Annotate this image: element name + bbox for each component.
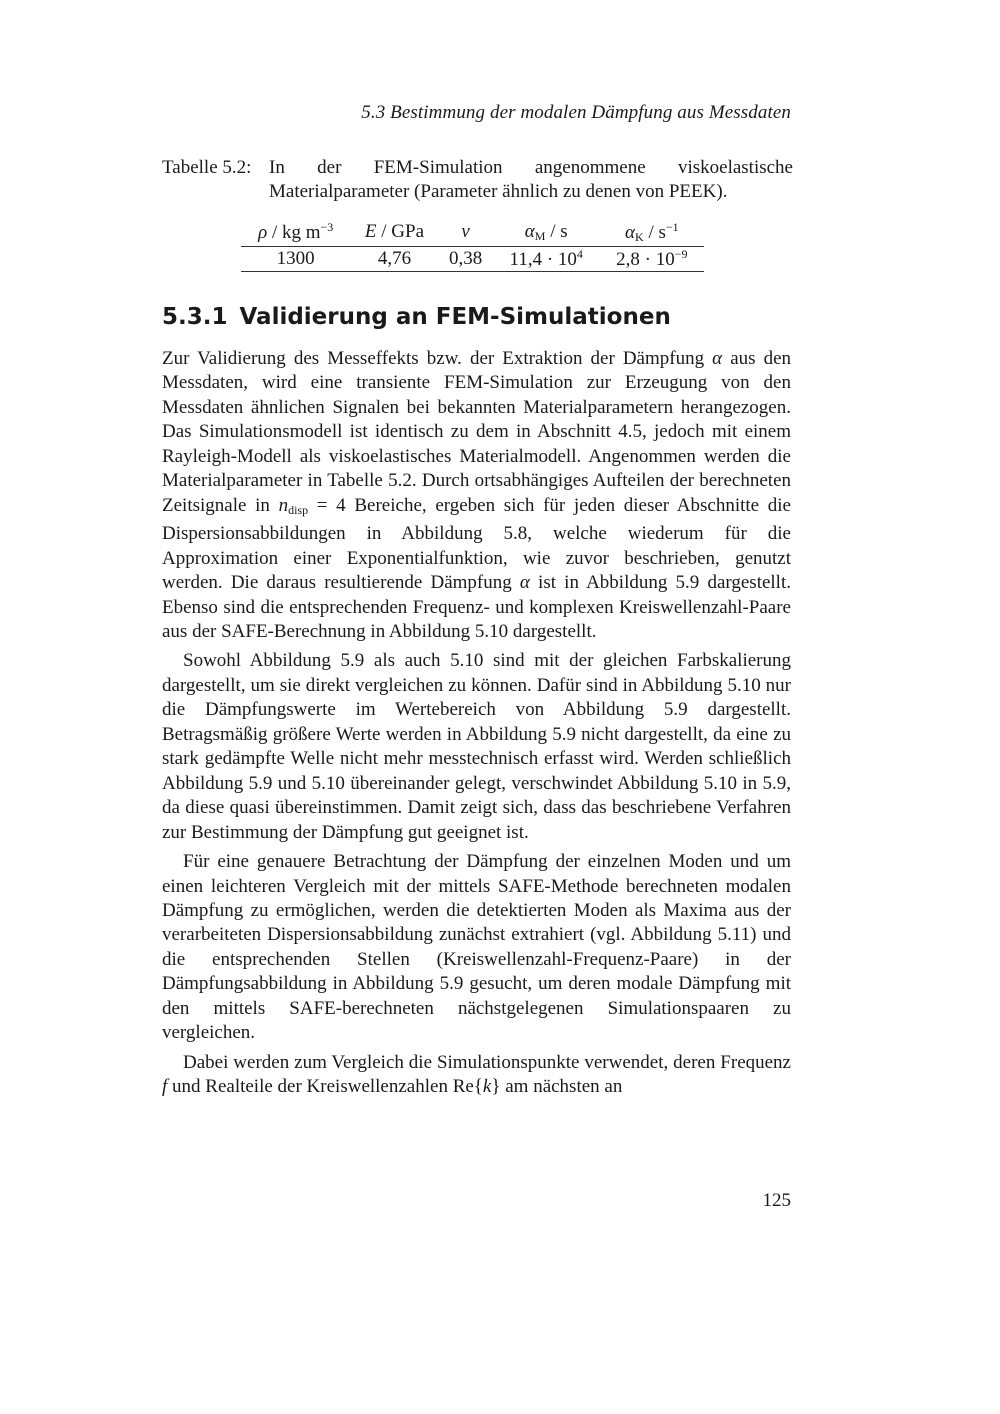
page-number: 125 (762, 1190, 791, 1211)
running-head: 5.3 Bestimmung der modalen Dämpfung aus Messdaten (361, 102, 791, 123)
header-youngs-modulus: E / GPa (350, 218, 438, 247)
paragraph: Dabei werden zum Vergleich die Simulationspunkte verwendet, deren Frequenz f und Realteile der Kreiswellenzahlen Re{k} am nächsten an (162, 1051, 791, 1098)
paragraph: Sowohl Abbildung 5.9 als auch 5.10 sind mit der gleichen Farbskalierung dargestellt, um sie direkt vergleichen zu können. Dafür sind in Abbildung 5.10 nur die Dämpfungswerte im Wertebereich von Abbildung 5.9 dargestellt. Betragsmäßig größere Werte werden in Abbildung 5.9 nicht dargestellt, da eine zu stark gedämpfte Welle nicht mehr messtechnisch erfasst wird. Werden schließlich Abbildung 5.9 und 5.10 übereinander gelegt, verschwindet Abbildung 5.10 in 5.9, da diese quasi übereinstimmen. Damit zeigt sich, dass das beschriebene Verfahren zur Bestimmung der Dämpfung gut geeignet ist. (162, 650, 791, 843)
cell-density: 1300 (241, 247, 350, 272)
table-caption-text: In der FEM-Simulation angenommene viskoelastische Materialparameter (Parameter ähnlich zu denen von PEEK). (269, 157, 793, 202)
section-title-text: Validierung an FEM-Simulationen (239, 304, 671, 330)
table-caption (162, 156, 793, 204)
table-row (241, 247, 704, 272)
header-alpha-k: $\alpha_K / s^{-1}$ (600, 218, 704, 247)
material-parameter-table (241, 218, 704, 272)
section-number: 5.3.1 (162, 304, 228, 330)
cell-poisson-ratio: 0,38 (439, 247, 493, 272)
table-header-row (241, 218, 704, 247)
header-alpha-m: $\alpha_M$ / s (493, 218, 600, 247)
paragraph: Zur Validierung des Messeffekts bzw. der Extraktion der Dämpfung α aus den Messdaten, wird eine transiente FEM-Simulation zur Erzeugung von den Messdaten ähnlichen Signalen bei bekannten Materialparametern herangezogen. Das Simulationsmodell ist identisch zu dem in Abschnitt 4.5, jedoch mit einem Rayleigh-Modell als viskoelastisches Materialmodell. Angenommen werden die Materialparameter in Tabelle 5.2. Durch ortsabhängiges Aufteilen der berechneten Zeitsignale in $n_{disp} = 4$ Bereiche, ergeben sich für jeden dieser Abschnitte die Dispersionsabbildungen in Abbildung 5.8, welche wiederum für die Approximation einer Exponentialfunktion, wie zuvor beschrieben, genutzt werden. Die daraus resultierende Dämpfung α ist in Abbildung 5.9 dargestellt. Ebenso sind die entsprechenden Frequenz- und komplexen Kreiswellenzahl-Paare aus der SAFE-Berechnung in Abbildung 5.10 dargestellt. (162, 348, 792, 642)
section-heading (162, 304, 671, 330)
header-density: ρ / kg $m^{-3}$ (241, 218, 350, 247)
cell-youngs-modulus: 4,76 (350, 247, 438, 272)
cell-alpha-m: $11,4 \cdot 10^4$ (493, 247, 600, 272)
body-text (162, 347, 791, 1100)
cell-alpha-k: $2,8 \cdot 10^{-9}$ (600, 247, 704, 272)
table-caption-label: Tabelle 5.2: (162, 157, 252, 178)
paragraph: Für eine genauere Betrachtung der Dämpfung der einzelnen Moden und um einen leichteren Vergleich mit der mittels SAFE-Methode berechneten modalen Dämpfung zu ermöglichen, werden die detektierten Moden als Maxima aus der verarbeiteten Dispersionsabbildung zunächst extrahiert (vgl. Abbildung 5.11) und die entsprechenden Stellen (Kreiswellenzahl-Frequenz-Paare) in der Dämpfungsabbildung in Abbildung 5.9 gesucht, um deren modale Dämpfung mit den mittels SAFE-berechneten nächstgelegenen Simulationspaaren zu vergleichen. (162, 851, 791, 1044)
header-poisson-ratio: ν (439, 218, 493, 247)
